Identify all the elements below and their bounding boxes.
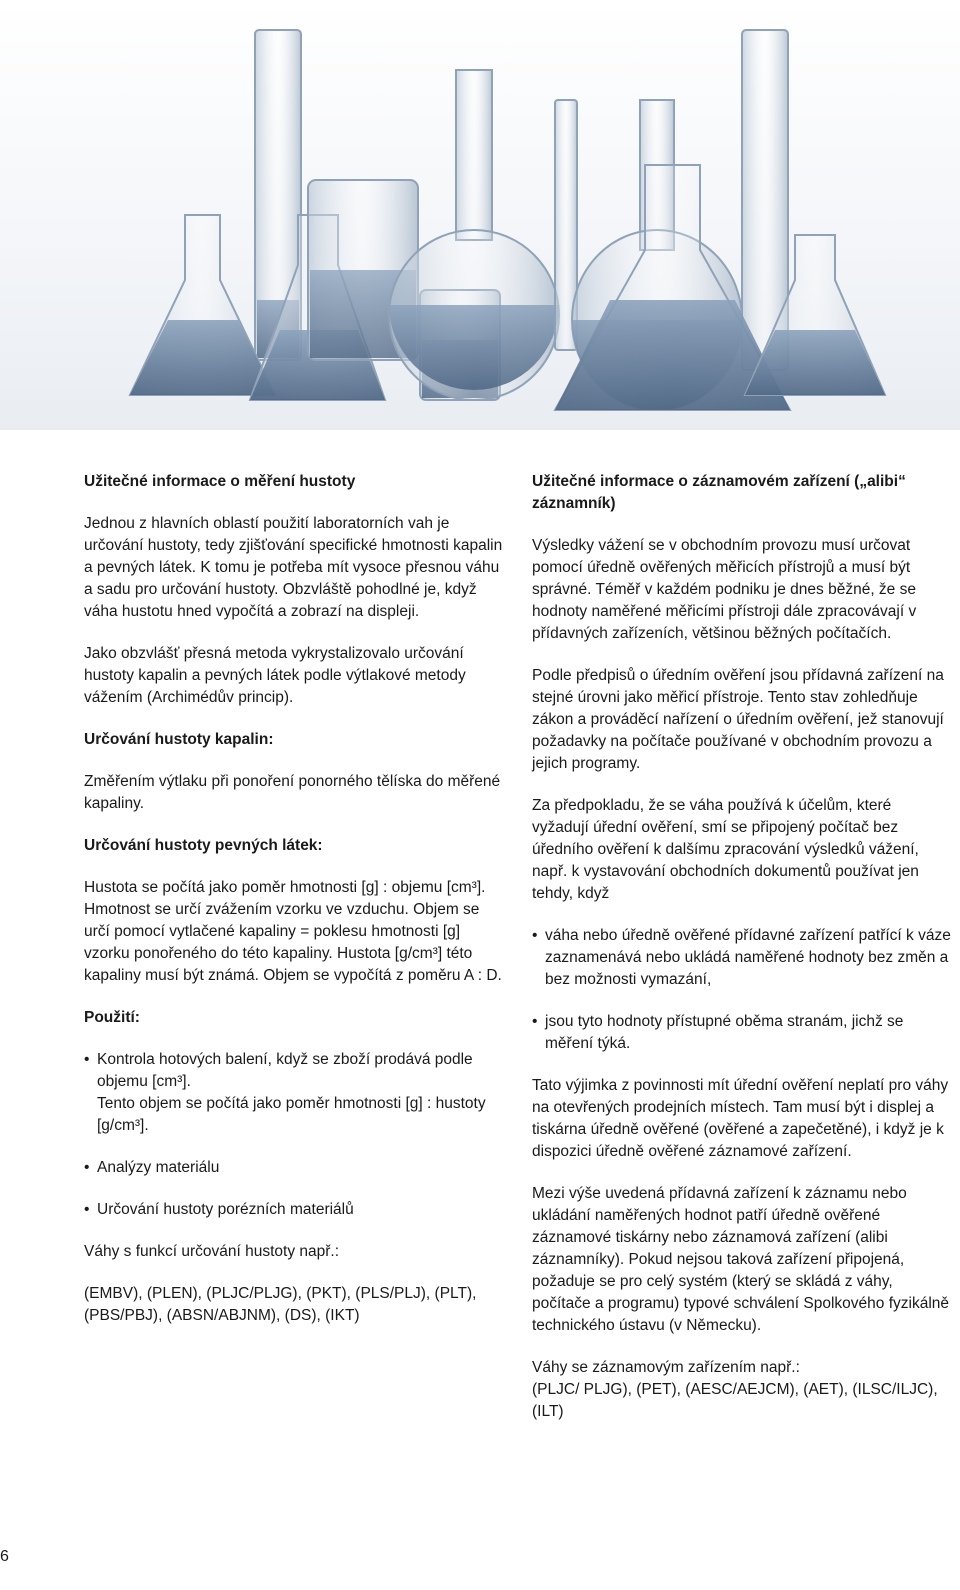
model-list: (PLJC/ PLJG), (PET), (AESC/AEJCM), (AET), (ILSC/ILJC), (ILT)	[532, 1381, 938, 1420]
paragraph: Změřením výtlaku při ponoření ponorného tělíska do měřené kapaliny.	[84, 773, 501, 812]
paragraph: Jednou z hlavních oblastí použití laboratorních vah je určování hustoty, tedy zjišťování specifické hmotnosti kapalin a pevných látek. K tomu je potřeba mít vysoce přesnou váhu a sadu pro určování hustoty. Obzvláště pohodlné je, když váha hustotu hned vypočítá a zobrazí na displeji.	[84, 515, 503, 620]
list-item: • jsou tyto hodnoty přístupné oběma stranám, jichž se měření týká.	[532, 1011, 952, 1055]
usage-list	[84, 1049, 504, 1221]
heading-usage: Použití:	[84, 1009, 140, 1026]
heading-alibi-info: Užitečné informace o záznamovém zařízení („alibi“ záznamník)	[532, 473, 906, 512]
paragraph: Váhy se záznamovým zařízením např.:	[532, 1359, 800, 1376]
heading-liquid-density: Určování hustoty kapalin:	[84, 731, 274, 748]
paragraph: Výsledky vážení se v obchodním provozu musí určovat pomocí úředně ověřených měřicích přístrojů a musí být správné. Téměř v každém podniku je dnes běžné, že se hodnoty naměřené měřicími přístroji dále zpracovávají v přídavných zařízeních, většinou běžných počítačích.	[532, 537, 917, 642]
heading-solid-density: Určování hustoty pevných látek:	[84, 837, 323, 854]
paragraph: Váhy s funkcí určování hustoty např.:	[84, 1243, 340, 1260]
left-column	[84, 471, 504, 1347]
paragraph: Jako obzvlášť přesná metoda vykrystalizovalo určování hustoty kapalin a pevných látek podle výtlakové metody vážením (Archimédův princip).	[84, 645, 466, 706]
conditions-list	[532, 925, 952, 1055]
paragraph: Za předpokladu, že se váha používá k účelům, které vyžadují úřední ověření, smí se připojený počítač bez úředního ověření k dalšímu zpracování výsledků vážení, např. k vystavování obchodních dokumentů používat jen tehdy, když	[532, 797, 919, 902]
paragraph: Mezi výše uvedená přídavná zařízení k záznamu nebo ukládání naměřených hodnot patří úředně ověřené záznamové tiskárny nebo záznamová zařízení (alibi záznamníky). Pokud nejsou taková zařízení připojená, požaduje se pro celý systém (který se skládá z váhy, počítače a programu) typové schválení Spolkového fyzikálně technického ústavu (v Německu).	[532, 1185, 950, 1334]
list-item-text: Tento objem se počítá jako poměr hmotnosti [g] : hustoty [g/cm³].	[97, 1095, 486, 1134]
paragraph: Tato výjimka z povinnosti mít úřední ověření neplatí pro váhy na otevřených prodejních místech. Tam musí být i displej a tiskárna úředně ověřené (ověřené a zapečetěné), i když je k dispozici úředně ověřené záznamové zařízení.	[532, 1077, 949, 1160]
list-item: • Určování hustoty porézních materiálů	[84, 1199, 504, 1221]
model-list: (EMBV), (PLEN), (PLJC/PLJG), (PKT), (PLS/PLJ), (PLT), (PBS/PBJ), (ABSN/ABJNM), (DS), (IKT)	[84, 1285, 477, 1324]
list-item	[84, 1049, 504, 1137]
heading-density-info: Užitečné informace o měření hustoty	[84, 473, 356, 490]
laboratory-glassware-photo	[0, 0, 960, 430]
list-item-text: • Kontrola hotových balení, když se zboží prodává podle objemu [cm³].	[97, 1051, 473, 1090]
list-item: • Analýzy materiálu	[84, 1157, 504, 1179]
glassware-illustration	[0, 0, 960, 430]
paragraph: Podle předpisů o úředním ověření jsou přídavná zařízení na stejné úrovni jako měřicí přístroje. Tento stav zohledňuje zákon a prováděcí nařízení o úředním ověření, jež stanovují požadavky na počítače používané v obchodním provozu a jejich programy.	[532, 667, 944, 772]
paragraph: Hustota se počítá jako poměr hmotnosti [g] : objemu [cm³]. Hmotnost se určí zvážením vzorku ve vzduchu. Objem se určí pomocí vytlačené kapaliny = poklesu hmotnosti [g] vzorku ponořeného do této kapaliny. Hustota [g/cm³] této kapaliny musí být známá. Objem se vypočítá z poměru A : D.	[84, 879, 502, 984]
list-item: • váha nebo úředně ověřené přídavné zařízení patřící k váze zaznamenává nebo ukládá naměřené hodnoty bez změn a bez možnosti vymazání,	[532, 925, 952, 991]
page-number: 6	[0, 1548, 9, 1565]
right-column	[532, 471, 952, 1443]
